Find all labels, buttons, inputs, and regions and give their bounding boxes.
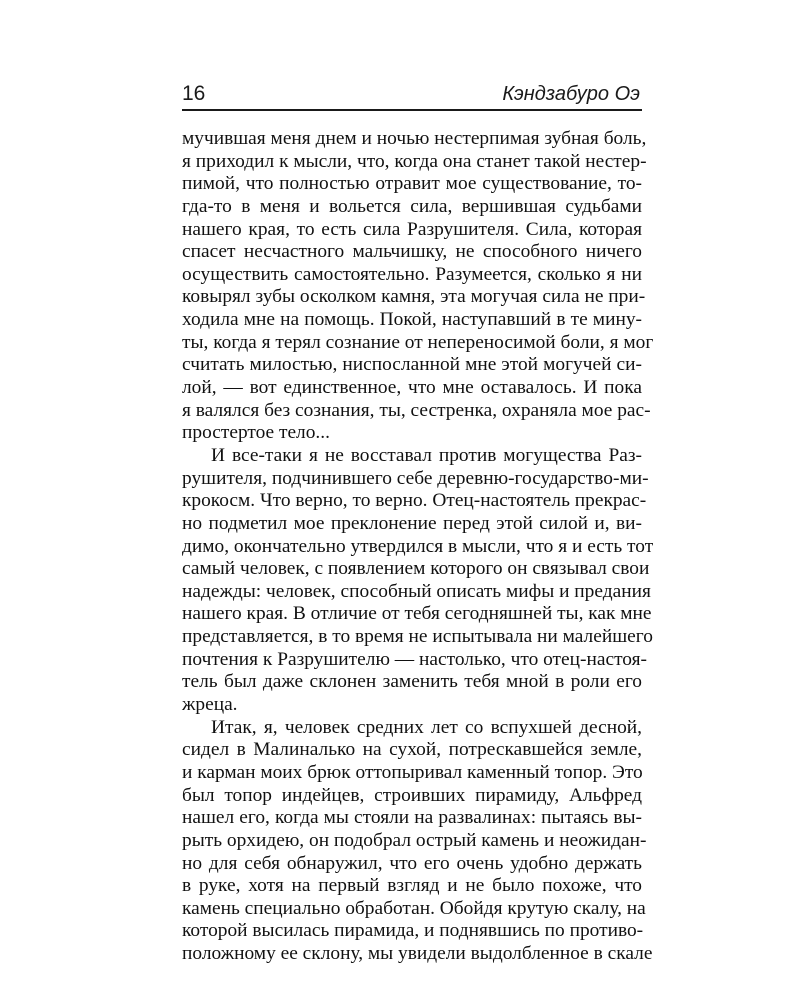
text-line: и карман моих брюк оттопыривал каменный топор. Это bbox=[182, 761, 643, 783]
text-line: осуществить самостоятельно. Разумеется, сколько я ни bbox=[182, 263, 642, 285]
text-line: нашего края, то есть сила Разрушителя. Сила, которая bbox=[182, 218, 642, 240]
text-line: рыть орхидею, он подобрал острый камень и неожидан- bbox=[182, 829, 647, 851]
text-line: нашего края. В отличие от тебя сегодняшней ты, как мне bbox=[182, 603, 652, 625]
text-line: жреца. bbox=[182, 694, 238, 716]
text-line: тель был даже склонен заменить тебя мной в роли его bbox=[182, 671, 642, 693]
text-line: я приходил к мысли, что, когда она станет такой нестер- bbox=[182, 150, 647, 172]
text-line: лой, — вот единственное, что мне оставалось. И пока bbox=[182, 377, 642, 399]
text-line: ходила мне на помощь. Покой, наступавший в те мину- bbox=[182, 309, 642, 331]
text-line: почтения к Разрушителю — настолько, что отец-настоя- bbox=[182, 648, 647, 670]
text-line: Итак, я, человек средних лет со вспухшей десной, bbox=[211, 716, 642, 738]
text-line: димо, окончательно утвердился в мысли, что я и есть тот bbox=[182, 535, 654, 557]
running-head bbox=[182, 78, 642, 112]
text-line: пимой, что полностью отравит мое существование, то- bbox=[182, 173, 642, 195]
text-line: считать милостью, ниспосланной мне этой могучей си- bbox=[182, 354, 642, 376]
text-line: я валялся без сознания, ты, сестренка, охраняла мое рас- bbox=[182, 399, 651, 421]
text-line: надежды: человек, способный описать мифы и предания bbox=[182, 580, 651, 602]
text-line: камень специально обработан. Обойдя крутую скалу, на bbox=[182, 897, 646, 919]
text-line: гда-то в меня и вольется сила, вершившая судьбами bbox=[182, 195, 642, 217]
text-line: спасет несчастного мальчишку, не способного ничего bbox=[182, 241, 642, 263]
text-line: в руке, хотя на первый взгляд и не было похоже, что bbox=[182, 875, 642, 897]
text-line: представляется, в то время не испытывала ни малейшего bbox=[182, 626, 653, 648]
text-line: нашел его, когда мы стояли на развалинах: пытаясь вы- bbox=[182, 807, 642, 829]
author-name: Кэндзабуро Оэ bbox=[502, 83, 640, 105]
text-line: рушителя, подчинившего себе деревню-государство-ми- bbox=[182, 467, 649, 489]
text-line: самый человек, с появлением которого он связывал свои bbox=[182, 558, 650, 580]
text-line: сидел в Малиналько на сухой, потрескавшейся земле, bbox=[182, 739, 642, 761]
text-line: но для себя обнаружил, что его очень удобно держать bbox=[182, 852, 642, 874]
text-line: крокосм. Что верно, то верно. Отец-настоятель прекрас- bbox=[182, 490, 647, 512]
header-rule bbox=[182, 109, 642, 111]
text-line: ковырял зубы осколком камня, эта могучая сила не при- bbox=[182, 286, 646, 308]
page-number: 16 bbox=[182, 82, 206, 105]
text-line: ты, когда я терял сознание от непереносимой боли, я мог bbox=[182, 331, 654, 353]
text-line: положному ее склону, мы увидели выдолбленное в скале bbox=[182, 943, 653, 965]
text-line: простертое тело... bbox=[182, 422, 330, 444]
text-line: но подметил мое преклонение перед этой силой и, ви- bbox=[182, 512, 642, 534]
text-line: мучившая меня днем и ночью нестерпимая зубная боль, bbox=[182, 128, 647, 149]
text-line: был топор индейцев, строивших пирамиду, Альфред bbox=[182, 784, 642, 806]
body-text bbox=[182, 128, 654, 966]
text-line: И все-таки я не восставал против могущества Раз- bbox=[211, 444, 642, 466]
text-line: которой высилась пирамида, и поднявшись по противо- bbox=[182, 920, 644, 942]
